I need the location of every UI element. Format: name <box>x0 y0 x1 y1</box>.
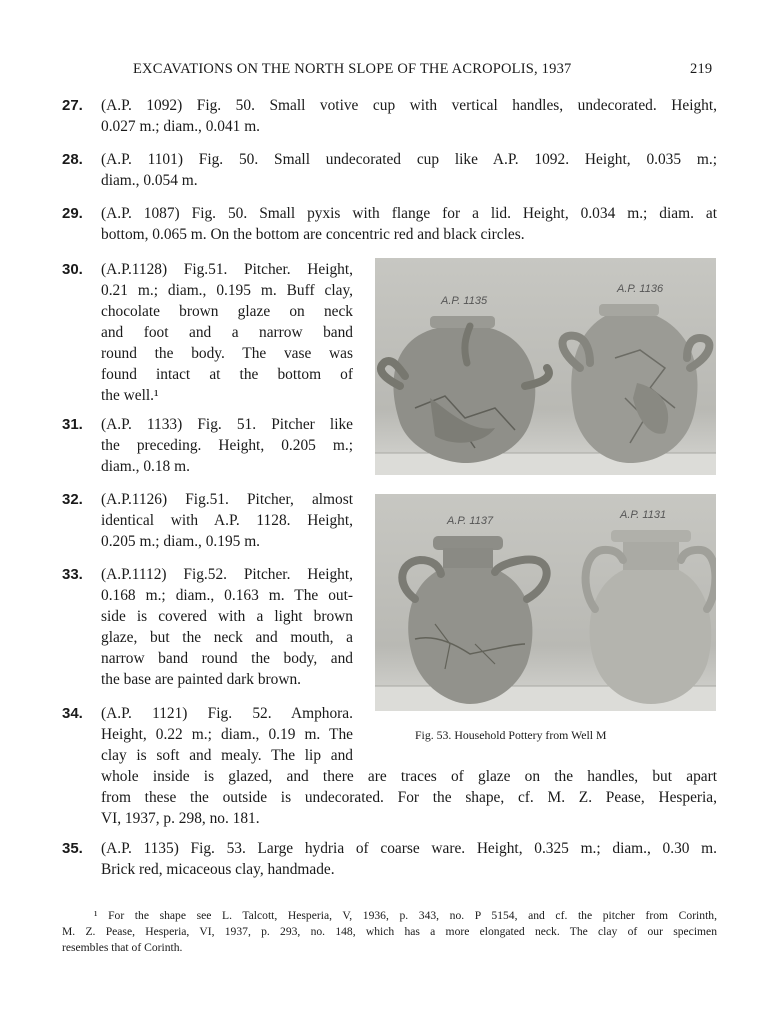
footnote-line: ¹ For the shape see L. Talcott, Hesperia, V, 1936, p. 343, no. P 5154, and cf. the pitcher from Corinth, <box>94 909 717 922</box>
entry-line: VI, 1937, p. 298, no. 181. <box>101 810 260 827</box>
entry-line: bottom, 0.065 m. On the bottom are concentric red and black circles. <box>101 226 525 243</box>
entry-line: identical with A.P. 1128. Height, <box>101 512 353 529</box>
entry-line: Height, 0.22 m.; diam., 0.19 m. The <box>101 726 353 743</box>
running-header <box>0 61 775 81</box>
pottery-photo-bottom <box>375 494 716 711</box>
entry-number: 30. <box>62 261 83 278</box>
figure-caption: Fig. 53. Household Pottery from Well M <box>415 728 607 742</box>
entry-line: (A.P. 1121) Fig. 52. Amphora. <box>101 705 353 722</box>
figure-label-ap-1131: A.P. 1131 <box>620 509 667 521</box>
entry-line: (A.P. 1133) Fig. 51. Pitcher like <box>101 416 353 433</box>
entry-line: whole inside is glazed, and there are traces of glaze on the handles, but apart <box>101 768 717 785</box>
entry-line: (A.P. 1135) Fig. 53. Large hydria of coarse ware. Height, 0.325 m.; diam., 0.30 m. <box>101 840 717 857</box>
photo-panel-top <box>375 258 716 475</box>
entry-line: 0.205 m.; diam., 0.195 m. <box>101 533 261 550</box>
entry-number: 35. <box>62 840 83 857</box>
entry-line: (A.P.1112) Fig.52. Pitcher. Height, <box>101 566 353 583</box>
entry-line: Brick red, micaceous clay, handmade. <box>101 861 335 878</box>
photo-panel-bottom <box>375 494 716 711</box>
entry-line: the well.¹ <box>101 387 159 404</box>
entry-number: 34. <box>62 705 83 722</box>
vase-ap-1137 <box>402 536 546 704</box>
entry-line: round the body. The vase was <box>101 345 353 362</box>
entry-line: the base are painted dark brown. <box>101 671 301 688</box>
figure-label-ap-1137: A.P. 1137 <box>447 515 494 527</box>
entry-line: 0.027 m.; diam., 0.041 m. <box>101 118 261 135</box>
entry-line: from these the outside is undecorated. For the shape, cf. M. Z. Pease, Hesperia, <box>101 789 717 806</box>
entry-line: diam., 0.18 m. <box>101 458 190 475</box>
entry-line: found intact at the bottom of <box>101 366 353 383</box>
vase-ap-1136 <box>563 304 710 463</box>
entry-line: glaze, but the neck and mouth, a <box>101 629 353 646</box>
entry-line: 0.168 m.; diam., 0.163 m. The out- <box>101 587 353 604</box>
entry-number: 31. <box>62 416 83 433</box>
entry-number: 33. <box>62 566 83 583</box>
entry-line: (A.P. 1101) Fig. 50. Small undecorated cup like A.P. 1092. Height, 0.035 m.; <box>101 151 717 168</box>
entry-line: the preceding. Height, 0.205 m.; <box>101 437 353 454</box>
entry-line: (A.P.1128) Fig.51. Pitcher. Height, <box>101 261 353 278</box>
pottery-photo-top <box>375 258 716 475</box>
entry-line: diam., 0.054 m. <box>101 172 198 189</box>
entry-line: (A.P. 1087) Fig. 50. Small pyxis with flange for a lid. Height, 0.034 m.; diam. at <box>101 205 717 222</box>
vase-ap-1131 <box>586 530 716 704</box>
figure-label-ap-1136: A.P. 1136 <box>617 283 664 295</box>
entry-line: and foot and a narrow band <box>101 324 353 341</box>
entry-number: 27. <box>62 97 83 114</box>
entry-line: (A.P. 1092) Fig. 50. Small votive cup with vertical handles, undecorated. Height, <box>101 97 717 114</box>
entry-number: 29. <box>62 205 83 222</box>
footnote <box>62 908 717 956</box>
entry-line: clay is soft and mealy. The lip and <box>101 747 353 764</box>
entry-line: (A.P.1126) Fig.51. Pitcher, almost <box>101 491 353 508</box>
footnote-line: M. Z. Pease, Hesperia, VI, 1937, p. 293, no. 148, which has a more elongated neck. The clay of our specimen <box>62 925 717 938</box>
entry-number: 28. <box>62 151 83 168</box>
page-number: 219 <box>690 61 713 77</box>
figure-label-ap-1135: A.P. 1135 <box>441 295 488 307</box>
entry-line: side is covered with a light brown <box>101 608 353 625</box>
vase-ap-1135 <box>381 316 549 463</box>
running-title: EXCAVATIONS ON THE NORTH SLOPE OF THE ACROPOLIS, 1937 <box>133 61 572 77</box>
entry-number: 32. <box>62 491 83 508</box>
entry-line: chocolate brown glaze on neck <box>101 303 353 320</box>
footnote-line: resembles that of Corinth. <box>62 941 183 954</box>
entry-line: 0.21 m.; diam., 0.195 m. Buff clay, <box>101 282 353 299</box>
entry-line: narrow band round the body, and <box>101 650 353 667</box>
